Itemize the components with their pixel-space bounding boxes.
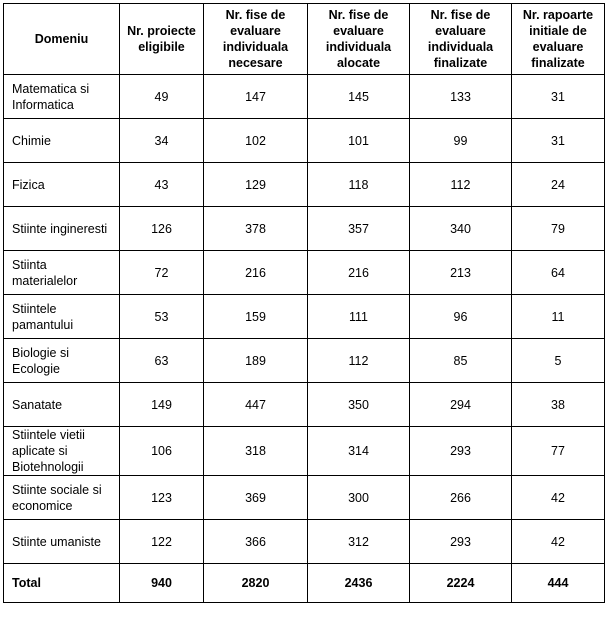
- table-row: [4, 163, 605, 207]
- cell-eligible-projects: 126: [120, 207, 204, 251]
- cell-domain: Fizica: [4, 163, 120, 207]
- cell-sheets-required: 369: [204, 476, 308, 520]
- cell-domain: Stiinte ingineresti: [4, 207, 120, 251]
- cell-eligible-projects: 53: [120, 295, 204, 339]
- cell-sheets-allocated: 357: [308, 207, 410, 251]
- cell-initial-reports-finalized: 24: [512, 163, 605, 207]
- cell-sheets-required: 147: [204, 75, 308, 119]
- cell-domain: Biologie si Ecologie: [4, 339, 120, 383]
- total-sheets-required: 2820: [204, 564, 308, 603]
- cell-domain: Stiintele vietii aplicate si Biotehnologii: [4, 427, 120, 476]
- cell-sheets-allocated: 112: [308, 339, 410, 383]
- cell-initial-reports-finalized: 42: [512, 476, 605, 520]
- cell-initial-reports-finalized: 5: [512, 339, 605, 383]
- cell-initial-reports-finalized: 11: [512, 295, 605, 339]
- cell-sheets-required: 318: [204, 427, 308, 476]
- table-header: [4, 4, 605, 75]
- cell-eligible-projects: 72: [120, 251, 204, 295]
- cell-initial-reports-finalized: 79: [512, 207, 605, 251]
- cell-sheets-finalized: 340: [410, 207, 512, 251]
- cell-sheets-finalized: 293: [410, 427, 512, 476]
- cell-sheets-required: 189: [204, 339, 308, 383]
- cell-initial-reports-finalized: 31: [512, 75, 605, 119]
- cell-sheets-allocated: 300: [308, 476, 410, 520]
- cell-domain: Stiinte sociale si economice: [4, 476, 120, 520]
- cell-sheets-allocated: 118: [308, 163, 410, 207]
- evaluation-table: [3, 3, 605, 603]
- cell-eligible-projects: 106: [120, 427, 204, 476]
- total-eligible-projects: 940: [120, 564, 204, 603]
- table-row: [4, 339, 605, 383]
- total-row: [4, 564, 605, 603]
- table-row: [4, 476, 605, 520]
- cell-sheets-finalized: 293: [410, 520, 512, 564]
- cell-sheets-finalized: 133: [410, 75, 512, 119]
- cell-sheets-allocated: 350: [308, 383, 410, 427]
- cell-initial-reports-finalized: 42: [512, 520, 605, 564]
- cell-sheets-required: 159: [204, 295, 308, 339]
- cell-domain: Stiintele pamantului: [4, 295, 120, 339]
- cell-sheets-required: 216: [204, 251, 308, 295]
- cell-eligible-projects: 43: [120, 163, 204, 207]
- cell-sheets-required: 447: [204, 383, 308, 427]
- cell-domain: Sanatate: [4, 383, 120, 427]
- total-initial-reports-finalized: 444: [512, 564, 605, 603]
- cell-sheets-allocated: 216: [308, 251, 410, 295]
- table-body: [4, 75, 605, 603]
- cell-sheets-finalized: 294: [410, 383, 512, 427]
- cell-eligible-projects: 149: [120, 383, 204, 427]
- cell-sheets-required: 378: [204, 207, 308, 251]
- cell-eligible-projects: 63: [120, 339, 204, 383]
- cell-sheets-allocated: 101: [308, 119, 410, 163]
- cell-domain: Chimie: [4, 119, 120, 163]
- cell-eligible-projects: 122: [120, 520, 204, 564]
- cell-sheets-allocated: 145: [308, 75, 410, 119]
- header-initial-reports-finalized: Nr. rapoarte initiale de evaluare finalizate: [512, 4, 605, 75]
- cell-sheets-finalized: 85: [410, 339, 512, 383]
- header-domain: Domeniu: [4, 4, 120, 75]
- table-row: [4, 383, 605, 427]
- cell-initial-reports-finalized: 64: [512, 251, 605, 295]
- cell-sheets-required: 102: [204, 119, 308, 163]
- cell-domain: Stiinte umaniste: [4, 520, 120, 564]
- header-sheets-finalized: Nr. fise de evaluare individuala finalizate: [410, 4, 512, 75]
- cell-domain: Matematica si Informatica: [4, 75, 120, 119]
- cell-sheets-required: 366: [204, 520, 308, 564]
- table-row: [4, 295, 605, 339]
- cell-sheets-allocated: 314: [308, 427, 410, 476]
- total-domain: Total: [4, 564, 120, 603]
- cell-sheets-finalized: 266: [410, 476, 512, 520]
- total-sheets-allocated: 2436: [308, 564, 410, 603]
- cell-sheets-finalized: 96: [410, 295, 512, 339]
- table-row: [4, 251, 605, 295]
- table-row: [4, 520, 605, 564]
- table-row: [4, 119, 605, 163]
- cell-initial-reports-finalized: 38: [512, 383, 605, 427]
- cell-eligible-projects: 49: [120, 75, 204, 119]
- cell-initial-reports-finalized: 77: [512, 427, 605, 476]
- cell-sheets-allocated: 111: [308, 295, 410, 339]
- header-sheets-required: Nr. fise de evaluare individuala necesare: [204, 4, 308, 75]
- cell-eligible-projects: 123: [120, 476, 204, 520]
- total-sheets-finalized: 2224: [410, 564, 512, 603]
- header-sheets-allocated: Nr. fise de evaluare individuala alocate: [308, 4, 410, 75]
- cell-eligible-projects: 34: [120, 119, 204, 163]
- header-row: [4, 4, 605, 75]
- cell-sheets-finalized: 112: [410, 163, 512, 207]
- table-row: [4, 427, 605, 476]
- cell-sheets-finalized: 213: [410, 251, 512, 295]
- table-row: [4, 75, 605, 119]
- table-row: [4, 207, 605, 251]
- cell-domain: Stiinta materialelor: [4, 251, 120, 295]
- cell-initial-reports-finalized: 31: [512, 119, 605, 163]
- header-eligible-projects: Nr. proiecte eligibile: [120, 4, 204, 75]
- cell-sheets-required: 129: [204, 163, 308, 207]
- cell-sheets-finalized: 99: [410, 119, 512, 163]
- cell-sheets-allocated: 312: [308, 520, 410, 564]
